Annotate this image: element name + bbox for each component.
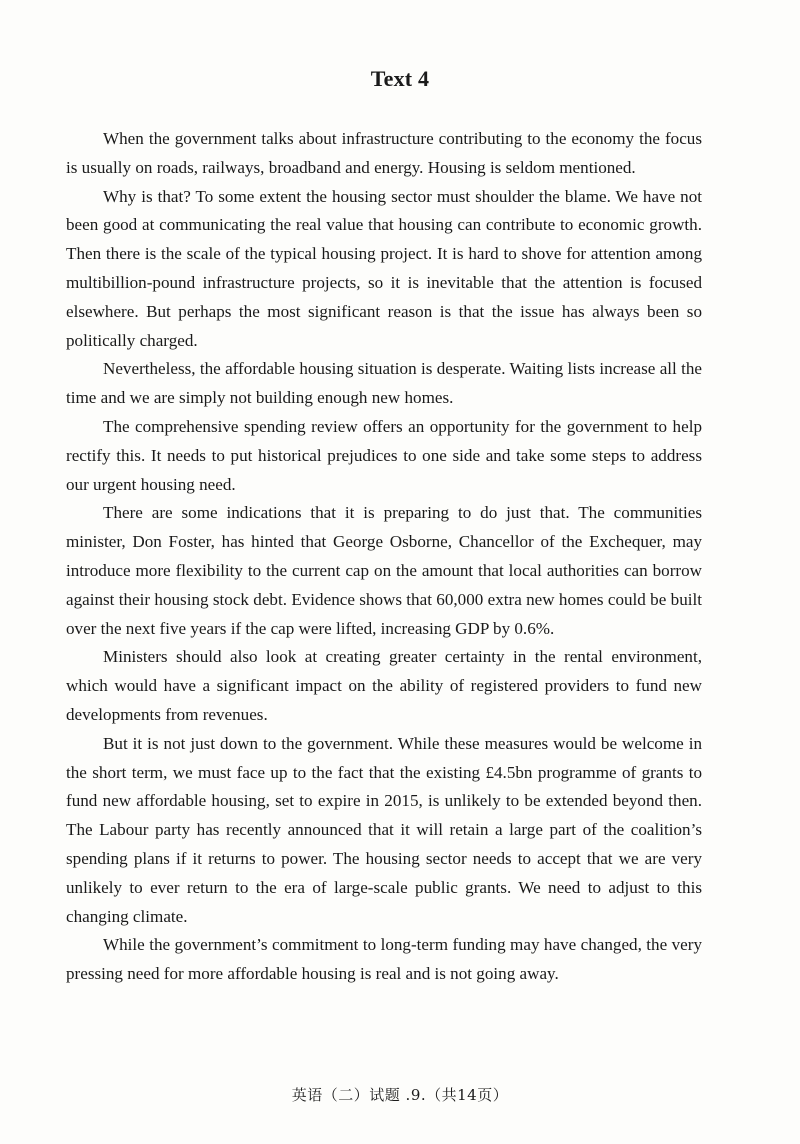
paragraph-8: While the government’s commitment to long-term funding may have changed, the very pressing need for more affordable housing is real and is not going away. bbox=[66, 935, 702, 984]
paragraph-3: Nevertheless, the affordable housing situation is desperate. Waiting lists increase all the time and we are simply not building enough new homes. bbox=[66, 359, 702, 408]
paragraph-2: Why is that? To some extent the housing sector must shoulder the blame. We have not been good at communicating the real value that housing can contribute to economic growth. Then there is the scale of the typical housing project. It is hard to shove for attention among multibillion-pound infrastructure projects, so it is inevitable that the attention is focused elsewhere. But perhaps the most significant reason is that the issue has always been so politically charged. bbox=[66, 186, 702, 350]
paragraph-7: But it is not just down to the government. While these measures would be welcome in the short term, we must face up to the fact that the existing £4.5bn programme of grants to fund new affordable housing, set to expire in 2015, is unlikely to be extended beyond then. The Labour party has recently announced that it will retain a large part of the coalition’s spending plans if it returns to power. The housing sector needs to accept that we are very unlikely to ever return to the era of large-scale public grants. We need to adjust to this changing climate. bbox=[66, 733, 702, 926]
article-body bbox=[66, 125, 702, 989]
paragraph-1: When the government talks about infrastructure contributing to the economy the focus is usually on roads, railways, broadband and energy. Housing is seldom mentioned. bbox=[66, 129, 702, 177]
paragraph-6: Ministers should also look at creating greater certainty in the rental environment, which would have a significant impact on the ability of registered providers to fund new developments from revenues. bbox=[66, 647, 702, 724]
paragraph-5: There are some indications that it is preparing to do just that. The communities minister, Don Foster, has hinted that George Osborne, Chancellor of the Exchequer, may introduce more flexibility to the current cap on the amount that local authorities can borrow against their housing stock debt. Evidence shows that 60,000 extra new homes could be built over the next five years if the cap were lifted, increasing GDP by 0.6%. bbox=[66, 503, 702, 638]
paragraph-4: The comprehensive spending review offers an opportunity for the government to help rectify this. It needs to put historical prejudices to one side and take some steps to address our urgent housing need. bbox=[66, 416, 702, 494]
page-title: Text 4 bbox=[370, 66, 430, 91]
page-footer: 英语（二）试题 .9.（共14页） bbox=[291, 1086, 509, 1104]
